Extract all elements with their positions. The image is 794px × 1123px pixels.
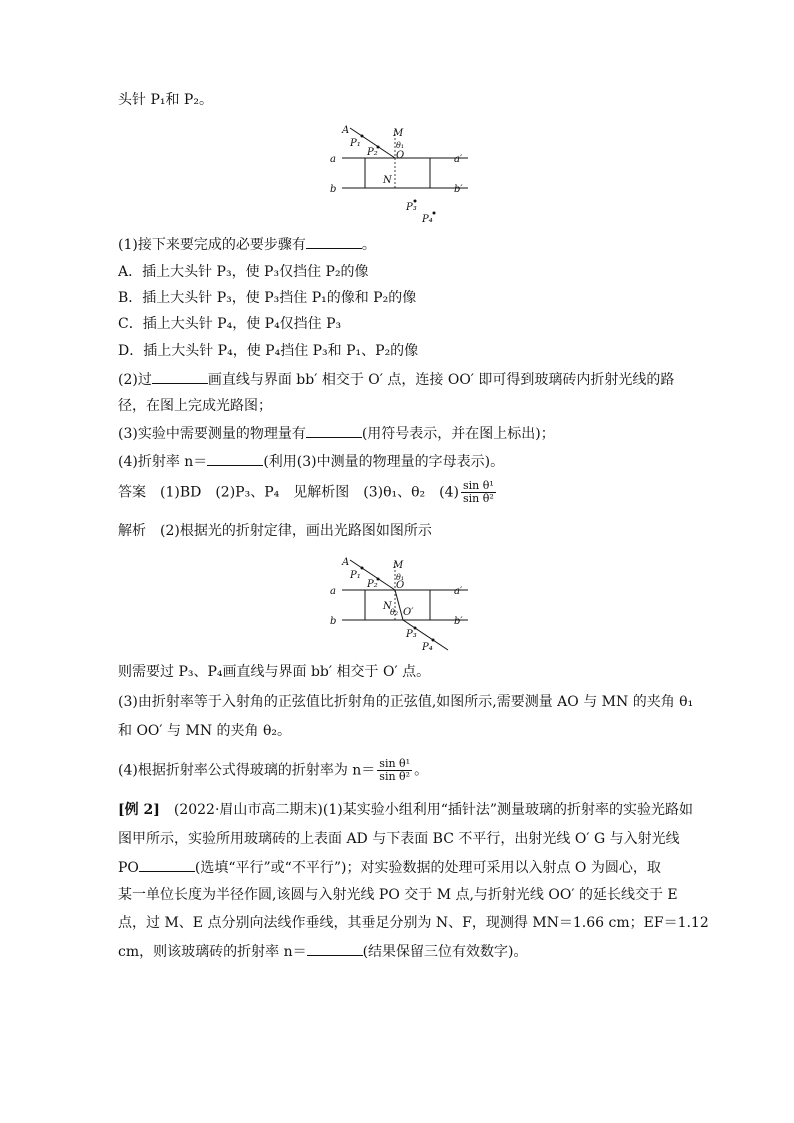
label-P1: P₁	[350, 138, 361, 149]
label-theta2: θ₂	[390, 608, 399, 617]
label-P4: P₄	[422, 642, 433, 653]
label-b: b	[330, 184, 337, 195]
figure-2-diagram	[320, 550, 480, 658]
answer-line: 答案 (1)BD (2)P₃、P₄ 见解析图 (3)θ₁、θ₂ (4) $\frac{\text{sin θ¹}}{\text{sin θ²}}$	[118, 479, 494, 505]
label-M: M	[393, 128, 404, 139]
example-2-line-5: 点，过 M、E 点分别向法线作垂线，其垂足分别为 N、F，现测得 MN＝1.66 cm；EF＝1.12	[118, 915, 709, 931]
label-P2: P₂	[367, 147, 378, 158]
question-3: (3)实验中需要测量的物理量有 (用符号表示，并在图上标出)；	[118, 423, 555, 444]
answer-fraction: $\frac{\text{sin θ¹}}{\text{sin θ²}}$	[462, 479, 494, 505]
label-O: O	[396, 150, 405, 161]
label-a-prime: a′	[454, 154, 463, 165]
answer-blank-3[interactable]	[306, 423, 362, 438]
question-2: (2)过 画直线与界面 bb′ 相交于 O′ 点，连接 OO′ 即可得到玻璃砖内折射光线的路	[118, 369, 674, 390]
label-P3: P₃	[406, 629, 417, 640]
label-b-prime: b′	[454, 616, 463, 627]
answer-blank-5[interactable]	[139, 857, 195, 872]
analysis-line: 解析 (2)根据光的折射定律，画出光路图如图所示	[118, 523, 432, 539]
option-c: C．插上大头针 P₄，使 P₄仅挡住 P₃	[118, 316, 342, 332]
example-2-line-4: 某一单位长度为半径作圆,该圆与入射光线 PO 交于 M 点,与折射光线 OO′ 的延长线交于 E	[118, 887, 678, 903]
label-P3: P₃	[406, 202, 417, 213]
label-P1: P₁	[350, 570, 361, 581]
label-P2: P₂	[367, 579, 378, 590]
label-a: a	[330, 586, 336, 597]
label-M: M	[393, 560, 404, 571]
question-1: (1)接下来要完成的必要步骤有 。	[118, 234, 376, 255]
label-P4: P₄	[422, 214, 433, 225]
option-a: A．插上大头针 P₃，使 P₃仅挡住 P₂的像	[118, 264, 369, 280]
analysis-4-fraction: $\frac{\text{sin θ¹}}{\text{sin θ²}}$	[379, 757, 411, 783]
analysis-4-line: (4)根据折射率公式得玻璃的折射率为 n＝ $\frac{\text{sin θ¹}}{\text{sin θ²}}$ 。	[118, 757, 429, 783]
answer-blank-1[interactable]	[306, 234, 362, 249]
example-2-line-3: PO (选填“平行”或“不平行”)；对实验数据的处理可采用以入射点 O 为圆心，取	[118, 857, 661, 878]
label-theta1: θ₁	[396, 141, 405, 150]
example-2-line-1: [例 2] (2022·眉山市高二期末)(1)某实验小组利用“插针法”测量玻璃的折射率的实验光路如	[118, 802, 694, 818]
answer-blank-2[interactable]	[152, 369, 208, 384]
label-A: A	[342, 125, 350, 136]
label-a-prime: a′	[454, 586, 463, 597]
example-2-line-6: cm，则该玻璃砖的折射率 n＝ (结果保留三位有效数字)。	[118, 941, 528, 962]
example-2-line-2: 图甲所示，实验所用玻璃砖的上表面 AD 与下表面 BC 不平行，出射光线 O′ G 与入射光线	[118, 831, 680, 847]
example-tag: [例 2]	[118, 802, 160, 818]
label-O: O	[396, 580, 405, 591]
label-O-prime: O′	[403, 607, 414, 618]
option-d: D．插上大头针 P₄，使 P₄挡住 P₃和 P₁、P₂的像	[118, 343, 419, 359]
label-N: N	[383, 601, 392, 612]
figure-1-diagram	[320, 118, 480, 230]
label-A: A	[342, 557, 350, 568]
label-a: a	[330, 154, 336, 165]
answer-blank-4[interactable]	[207, 451, 263, 466]
analysis-3-line-2: 和 OO′ 与 MN 的夹角 θ₂。	[118, 723, 292, 739]
label-b-prime: b′	[454, 184, 463, 195]
label-theta1: θ₁	[396, 573, 405, 582]
answer-blank-6[interactable]	[307, 941, 363, 956]
after-figure-2: 则需要过 P₃、P₄画直线与界面 bb′ 相交于 O′ 点。	[118, 664, 431, 680]
label-b: b	[330, 616, 337, 627]
analysis-3-line-1: (3)由折射率等于入射角的正弦值比折射角的正弦值,如图所示,需要测量 AO 与 MN 的夹角 θ₁	[118, 694, 694, 710]
option-b: B．插上大头针 P₃，使 P₃挡住 P₁的像和 P₂的像	[118, 290, 417, 306]
question-4: (4)折射率 n＝ (利用(3)中测量的物理量的字母表示)。	[118, 451, 504, 472]
intro-line: 头针 P₁和 P₂。	[118, 92, 213, 108]
label-N: N	[383, 175, 392, 186]
question-2-cont: 径，在图上完成光路图；	[118, 398, 272, 414]
